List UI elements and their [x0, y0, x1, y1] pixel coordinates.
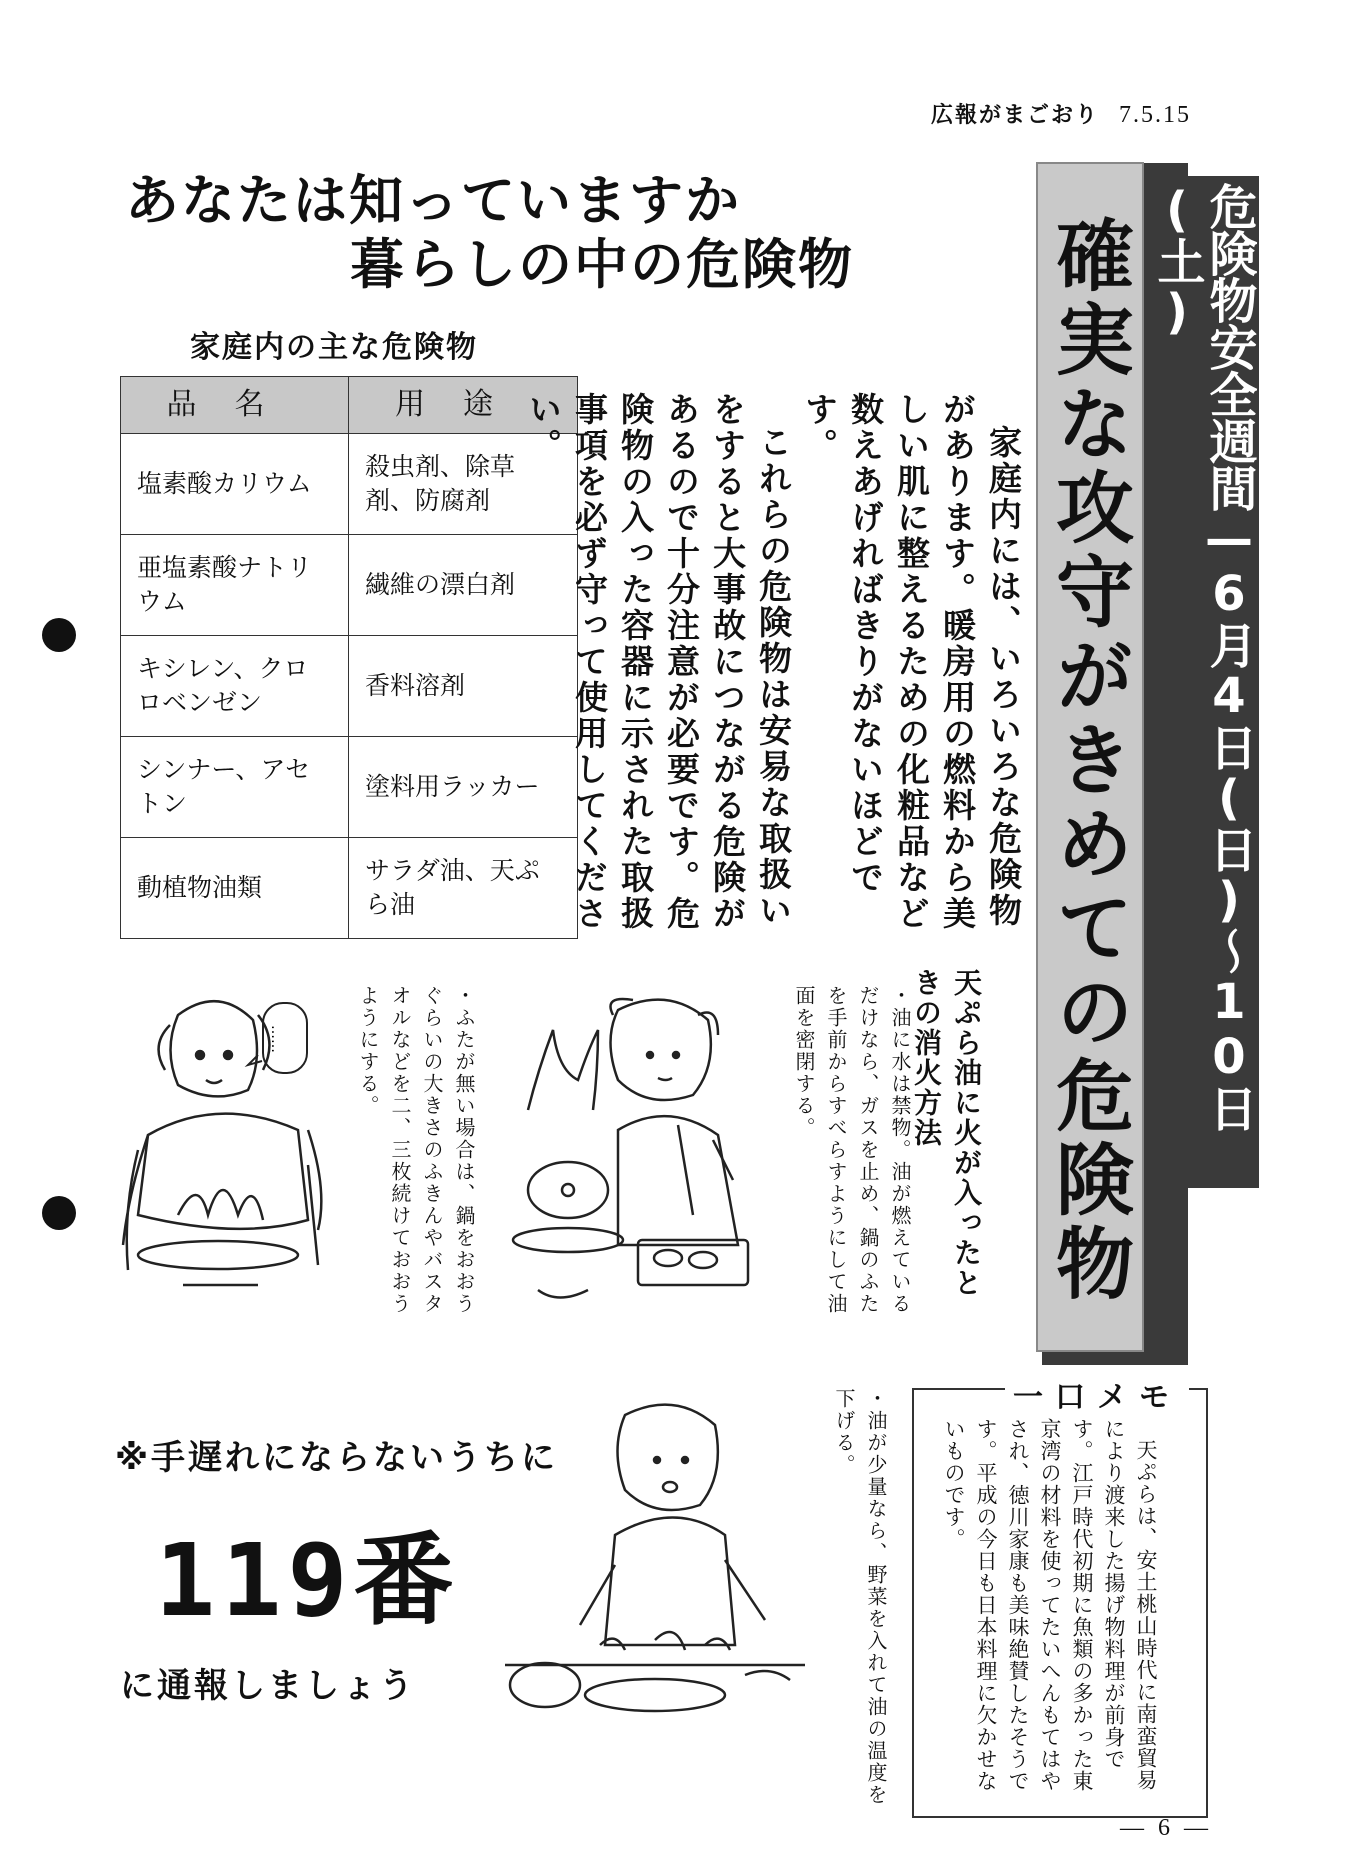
cell-name: キシレン、クロロベンゼン — [121, 636, 349, 737]
memo-text: 天ぷらは、安土桃山時代に南蛮貿易により渡来した揚げ物料理が前身です。江戸時代初期に魚類の多かった東京湾の材料を使ってたいへんもてはやされ、徳川家康も美味絶賛したそうです。平成の今日も日本料理に欠かせないものです。 — [942, 1418, 1158, 1792]
table-header-row — [121, 377, 578, 434]
cell-name: 亜塩素酸ナトリウム — [121, 535, 349, 636]
headline-line-2: 暮らしの中の危険物 — [350, 233, 854, 296]
article-paragraph-2: これらの危険物は安易な取扱いをすると大事故につながる危険があるので十分注意が必要です。危険物の入った容器に示された取扱事項を必ず守って使用してください。 — [524, 392, 793, 932]
cell-use: 繊維の漂白剤 — [349, 535, 578, 636]
column-header-use: 用途 — [349, 377, 578, 434]
table-row — [121, 535, 578, 636]
fire-tip-lid: ・油に水は禁物。油が燃えているだけなら、ガスを止め、鍋のふたを手前からすべらすようにして油面を密閉する。 — [792, 985, 912, 1315]
page-number: — 6 — — [1120, 1815, 1212, 1841]
hazard-table — [120, 376, 578, 939]
speech-bubble-text: …… — [268, 1025, 284, 1053]
cell-use: 香料溶剤 — [349, 636, 578, 737]
fire-tip-towel: ・ふたが無い場合は、鍋をおおうぐらいの大きさのふきんやバスタオルなどを二、三枚続けておおうようにする。 — [356, 985, 476, 1315]
cell-name: 動植物油類 — [121, 838, 349, 939]
cell-use: サラダ油、天ぷら油 — [349, 838, 578, 939]
table-caption: 家庭内の主な危険物 — [190, 330, 478, 365]
headline-line-1: あなたは知っていますか — [125, 169, 741, 232]
table-row — [121, 434, 578, 535]
article-paragraph-1: 家庭内には、いろいろな危険物があります。暖房用の燃料から美しい肌に整えるための化粧品など数えあげればきりがないほどです。 — [800, 392, 1023, 932]
table-row — [121, 838, 578, 939]
publication-name: 広報がまごおり — [930, 103, 1099, 128]
fire-section-title: 天ぷら油に火が入ったときの消火方法 — [910, 968, 983, 1298]
banner-title: 確実な攻守がきめての危険物 — [1036, 162, 1144, 1352]
table-row — [121, 636, 578, 737]
column-header-name: 品名 — [121, 377, 349, 434]
cell-use: 殺虫剤、除草剤、防腐剤 — [349, 434, 578, 535]
emergency-note: ※手遅れにならないうちに — [115, 1438, 559, 1478]
binder-hole — [42, 1196, 76, 1230]
cell-name: 塩素酸カリウム — [121, 434, 349, 535]
fire-tip-vegetables: ・油が少量なら、野菜を入れて油の温度を下げる。 — [832, 1388, 888, 1806]
binder-hole — [42, 618, 76, 652]
emergency-number: 119番 — [155, 1522, 460, 1639]
emergency-action: に通報しましょう — [120, 1666, 416, 1706]
illustration-towel-over-pan — [108, 985, 338, 1315]
cell-name: シンナー、アセトン — [121, 737, 349, 838]
banner-subtitle: 危険物安全週間—6月4日(日)〜10日(土) — [1147, 176, 1259, 1188]
table-row — [121, 737, 578, 838]
main-article — [520, 392, 1026, 952]
page-header — [931, 98, 1191, 129]
issue-date: 7.5.15 — [1119, 102, 1191, 128]
memo-title: 一口メモ — [1005, 1372, 1189, 1416]
cell-use: 塗料用ラッカー — [349, 737, 578, 838]
illustration-lid-sliding — [508, 990, 778, 1310]
